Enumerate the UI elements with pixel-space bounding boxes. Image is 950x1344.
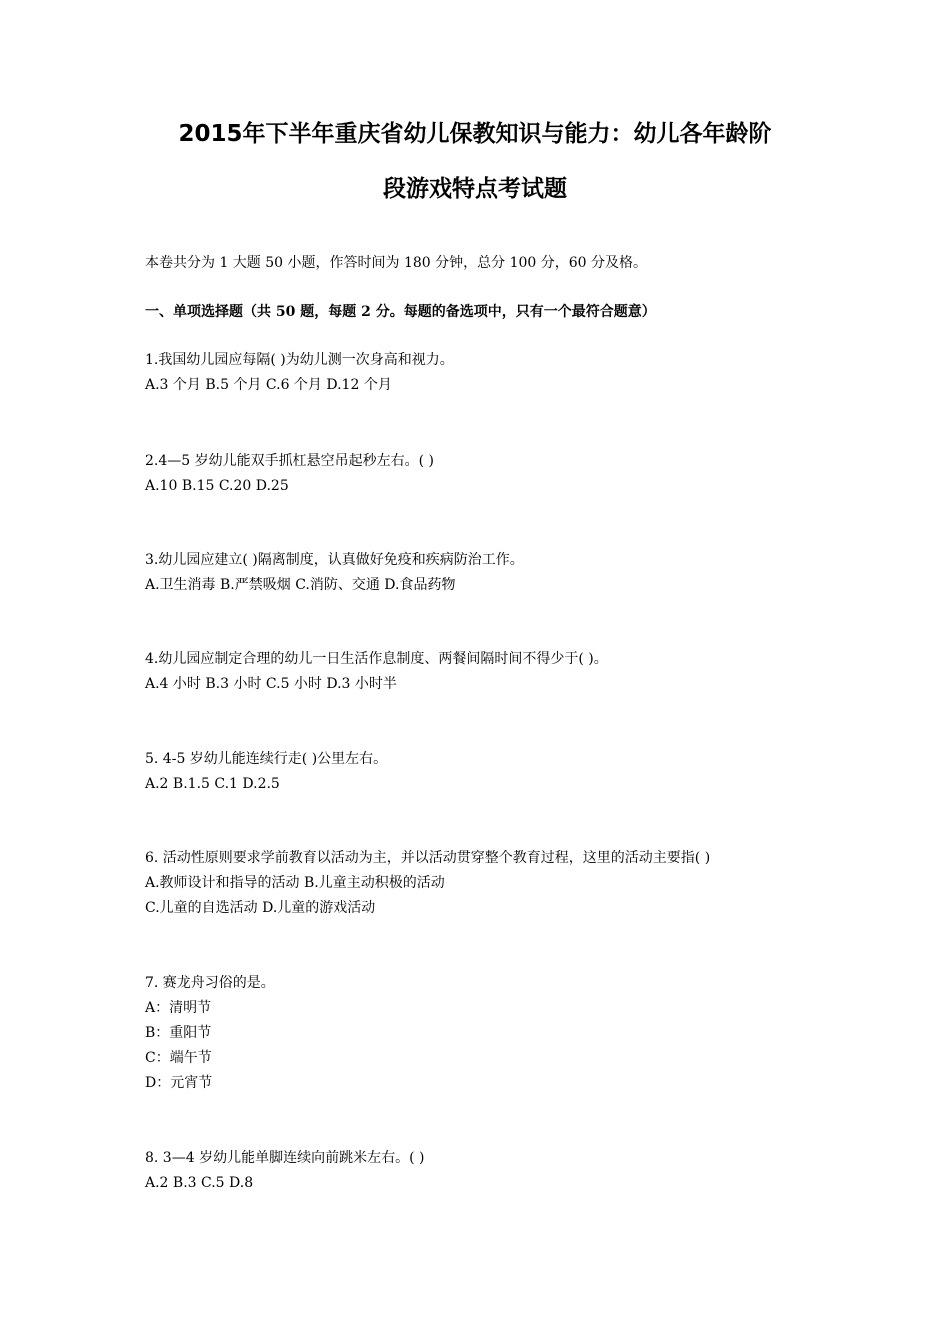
section-heading: 一、单项选择题（共 50 题，每题 2 分。每题的备选项中，只有一个最符合题意）	[145, 304, 656, 320]
question-options: A.卫生消毒 B.严禁吸烟 C.消防、交通 D.食品药物	[145, 577, 456, 593]
document-title-line-1: 2015年下半年重庆省幼儿保教知识与能力：幼儿各年龄阶	[178, 121, 772, 147]
question-stem: 7. 赛龙舟习俗的是。	[145, 975, 275, 991]
question-stem: 5. 4-5 岁幼儿能连续行走( )公里左右。	[145, 751, 388, 767]
question-options: A.2 B.1.5 C.1 D.2.5	[145, 776, 280, 792]
question-4	[145, 647, 835, 697]
question-stem: 3.幼儿园应建立( )隔离制度，认真做好免疫和疾病防治工作。	[145, 552, 524, 568]
question-7	[145, 971, 835, 1096]
question-8	[145, 1146, 835, 1196]
question-stem: 1.我国幼儿园应每隔( )为幼儿测一次身高和视力。	[145, 352, 454, 368]
question-stem: 8. 3—4 岁幼儿能单脚连续向前跳米左右。( )	[145, 1150, 425, 1166]
question-1	[145, 348, 835, 398]
question-option: B：重阳节	[145, 1025, 212, 1041]
question-6	[145, 846, 835, 921]
question-stem: 4.幼儿园应制定合理的幼儿一日生活作息制度、两餐间隔时间不得少于( )。	[145, 651, 608, 667]
question-option: C：端午节	[145, 1050, 212, 1066]
question-5	[145, 747, 835, 797]
question-option: D：元宵节	[145, 1075, 213, 1091]
question-stem: 2.4—5 岁幼儿能双手抓杠悬空吊起秒左右。( )	[145, 453, 434, 469]
question-options: A.10 B.15 C.20 D.25	[145, 478, 289, 494]
question-3	[145, 548, 835, 598]
question-option: A：清明节	[145, 1000, 212, 1016]
exam-intro: 本卷共分为 1 大题 50 小题，作答时间为 180 分钟，总分 100 分，60 分及格。	[145, 255, 648, 271]
question-stem: 6. 活动性原则要求学前教育以活动为主，并以活动贯穿整个教育过程，这里的活动主要指( )	[145, 850, 711, 866]
question-options: A.4 小时 B.3 小时 C.5 小时 D.3 小时半	[145, 676, 397, 692]
question-options: A.2 B.3 C.5 D.8	[145, 1175, 254, 1191]
question-options: C.儿童的自选活动 D.儿童的游戏活动	[145, 900, 376, 916]
question-options: A.教师设计和指导的活动 B.儿童主动积极的活动	[145, 875, 445, 891]
question-2	[145, 449, 835, 499]
question-options: A.3 个月 B.5 个月 C.6 个月 D.12 个月	[145, 377, 392, 393]
document-title-line-2: 段游戏特点考试题	[383, 176, 567, 202]
